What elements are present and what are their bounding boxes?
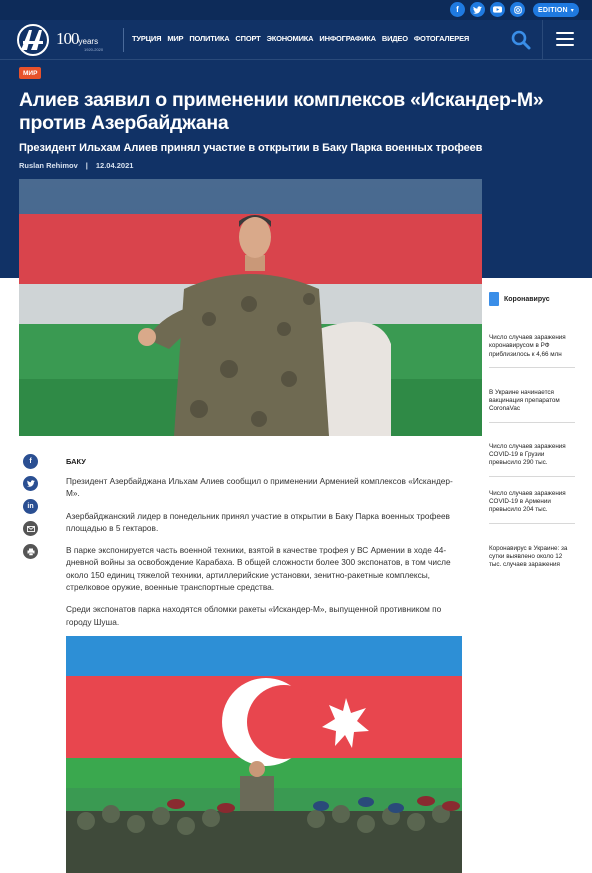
- hero-image: [19, 179, 482, 436]
- share-facebook-icon[interactable]: f: [23, 454, 38, 469]
- menu-divider: [542, 20, 543, 60]
- byline-separator: |: [85, 161, 88, 170]
- article-paragraph: Азербайджанский лидер в понедельник принял участие в открытии в Баку Парка военных трофеев площадью в 5 гектаров.: [66, 510, 450, 533]
- sidebar-news-item[interactable]: [489, 423, 575, 477]
- twitter-icon[interactable]: [470, 2, 485, 17]
- share-mail-icon[interactable]: [23, 521, 38, 536]
- share-print-icon[interactable]: [23, 544, 38, 559]
- logo-years-number: 100: [56, 29, 79, 48]
- category-badge[interactable]: МИР: [19, 67, 41, 79]
- nav-item-video[interactable]: ВИДЕО: [381, 34, 408, 43]
- nav-item-photogallery[interactable]: ФОТОГАЛЕРЕЯ: [413, 34, 470, 43]
- sidebar-heading[interactable]: [489, 292, 575, 306]
- author-link[interactable]: Ruslan Rehimov: [19, 161, 78, 170]
- article-paragraph: В парке экспонируется часть военной техники, взятой в качестве трофея у ВС Армении в ходе 44-дневной войны за освобождение Карабаха. В общей сложности более 300 экспонатов, в том числе около 150 единиц тяжелой техники, артиллерийские установки, зенитно-ракетные комплексы, стрелковое оружие, военные транспортные средства.: [66, 545, 451, 593]
- article-paragraph: Среди экспонатов парка находятся обломки ракеты «Искандер-М», выпущенной противником по городу Шуша.: [66, 604, 442, 627]
- byline: [19, 161, 133, 170]
- nav-item-infographics[interactable]: ИНФОГРАФИКА: [319, 34, 376, 43]
- instagram-icon[interactable]: [510, 2, 525, 17]
- article-inline-image: [66, 636, 462, 873]
- article-paragraph: Президент Азербайджана Ильхам Алиев сообщил о применении Арменией комплексов «Искандер-М».: [66, 476, 453, 499]
- logo-years-suffix: years: [78, 37, 99, 46]
- article-body: [66, 457, 466, 638]
- dateline: БАКУ: [66, 457, 86, 466]
- bookmark-icon: [489, 292, 499, 306]
- edition-dropdown[interactable]: [533, 3, 579, 17]
- sidebar-news-item[interactable]: [489, 477, 575, 524]
- sidebar-news-text: Число случаев заражения COVID-19 в Армении превысило 204 тыс.: [489, 489, 566, 514]
- aa-logo-icon[interactable]: [14, 24, 52, 56]
- nav-item-world[interactable]: МИР: [167, 34, 184, 43]
- main-nav: [132, 34, 469, 43]
- nav-item-sport[interactable]: СПОРТ: [235, 34, 261, 43]
- logo-divider: [123, 28, 124, 52]
- sidebar-news-text: Коронавирус в Украине: за сутки выявлено около 12 тыс. случаев заражения: [489, 544, 568, 569]
- sidebar-heading-label: Коронавирус: [504, 295, 550, 303]
- share-linkedin-icon[interactable]: in: [23, 499, 38, 514]
- logo-years: [56, 29, 98, 49]
- chevron-down-icon: ▾: [570, 7, 574, 14]
- article-title: Алиев заявил о применении комплексов «Искандер-М» против Азербайджана: [19, 89, 544, 134]
- navbar: [0, 20, 592, 60]
- logo-dates: 1920-2020: [84, 47, 104, 52]
- nav-item-politics[interactable]: ПОЛИТИКА: [189, 34, 230, 43]
- sidebar-coronavirus: [489, 292, 575, 577]
- sidebar-news-item[interactable]: [489, 318, 575, 368]
- sidebar-news-text: В Украине начинается вакцинация препаратом CoronaVac: [489, 388, 560, 413]
- article-subtitle: Президент Ильхам Алиев принял участие в открытии в Баку Парка военных трофеев: [19, 142, 483, 154]
- hamburger-menu-icon[interactable]: [556, 32, 574, 48]
- youtube-icon[interactable]: [490, 2, 505, 17]
- nav-item-economy[interactable]: ЭКОНОМИКА: [266, 34, 314, 43]
- share-twitter-icon[interactable]: [23, 476, 38, 491]
- nav-item-turkey[interactable]: ТУРЦИЯ: [132, 34, 162, 43]
- publish-date: 12.04.2021: [95, 161, 134, 170]
- search-icon[interactable]: [510, 29, 532, 51]
- sidebar-news-item[interactable]: [489, 368, 575, 423]
- facebook-icon[interactable]: f: [450, 2, 465, 17]
- sidebar-news-text: Число случаев заражения коронавирусом в РФ приблизилось к 4,66 млн: [489, 334, 566, 358]
- sidebar-news-text: Число случаев заражения COVID-19 в Грузии превысило 290 тыс.: [489, 442, 566, 467]
- edition-label: EDITION: [537, 6, 568, 14]
- top-strip: [0, 0, 592, 20]
- sidebar-news-item[interactable]: [489, 524, 575, 578]
